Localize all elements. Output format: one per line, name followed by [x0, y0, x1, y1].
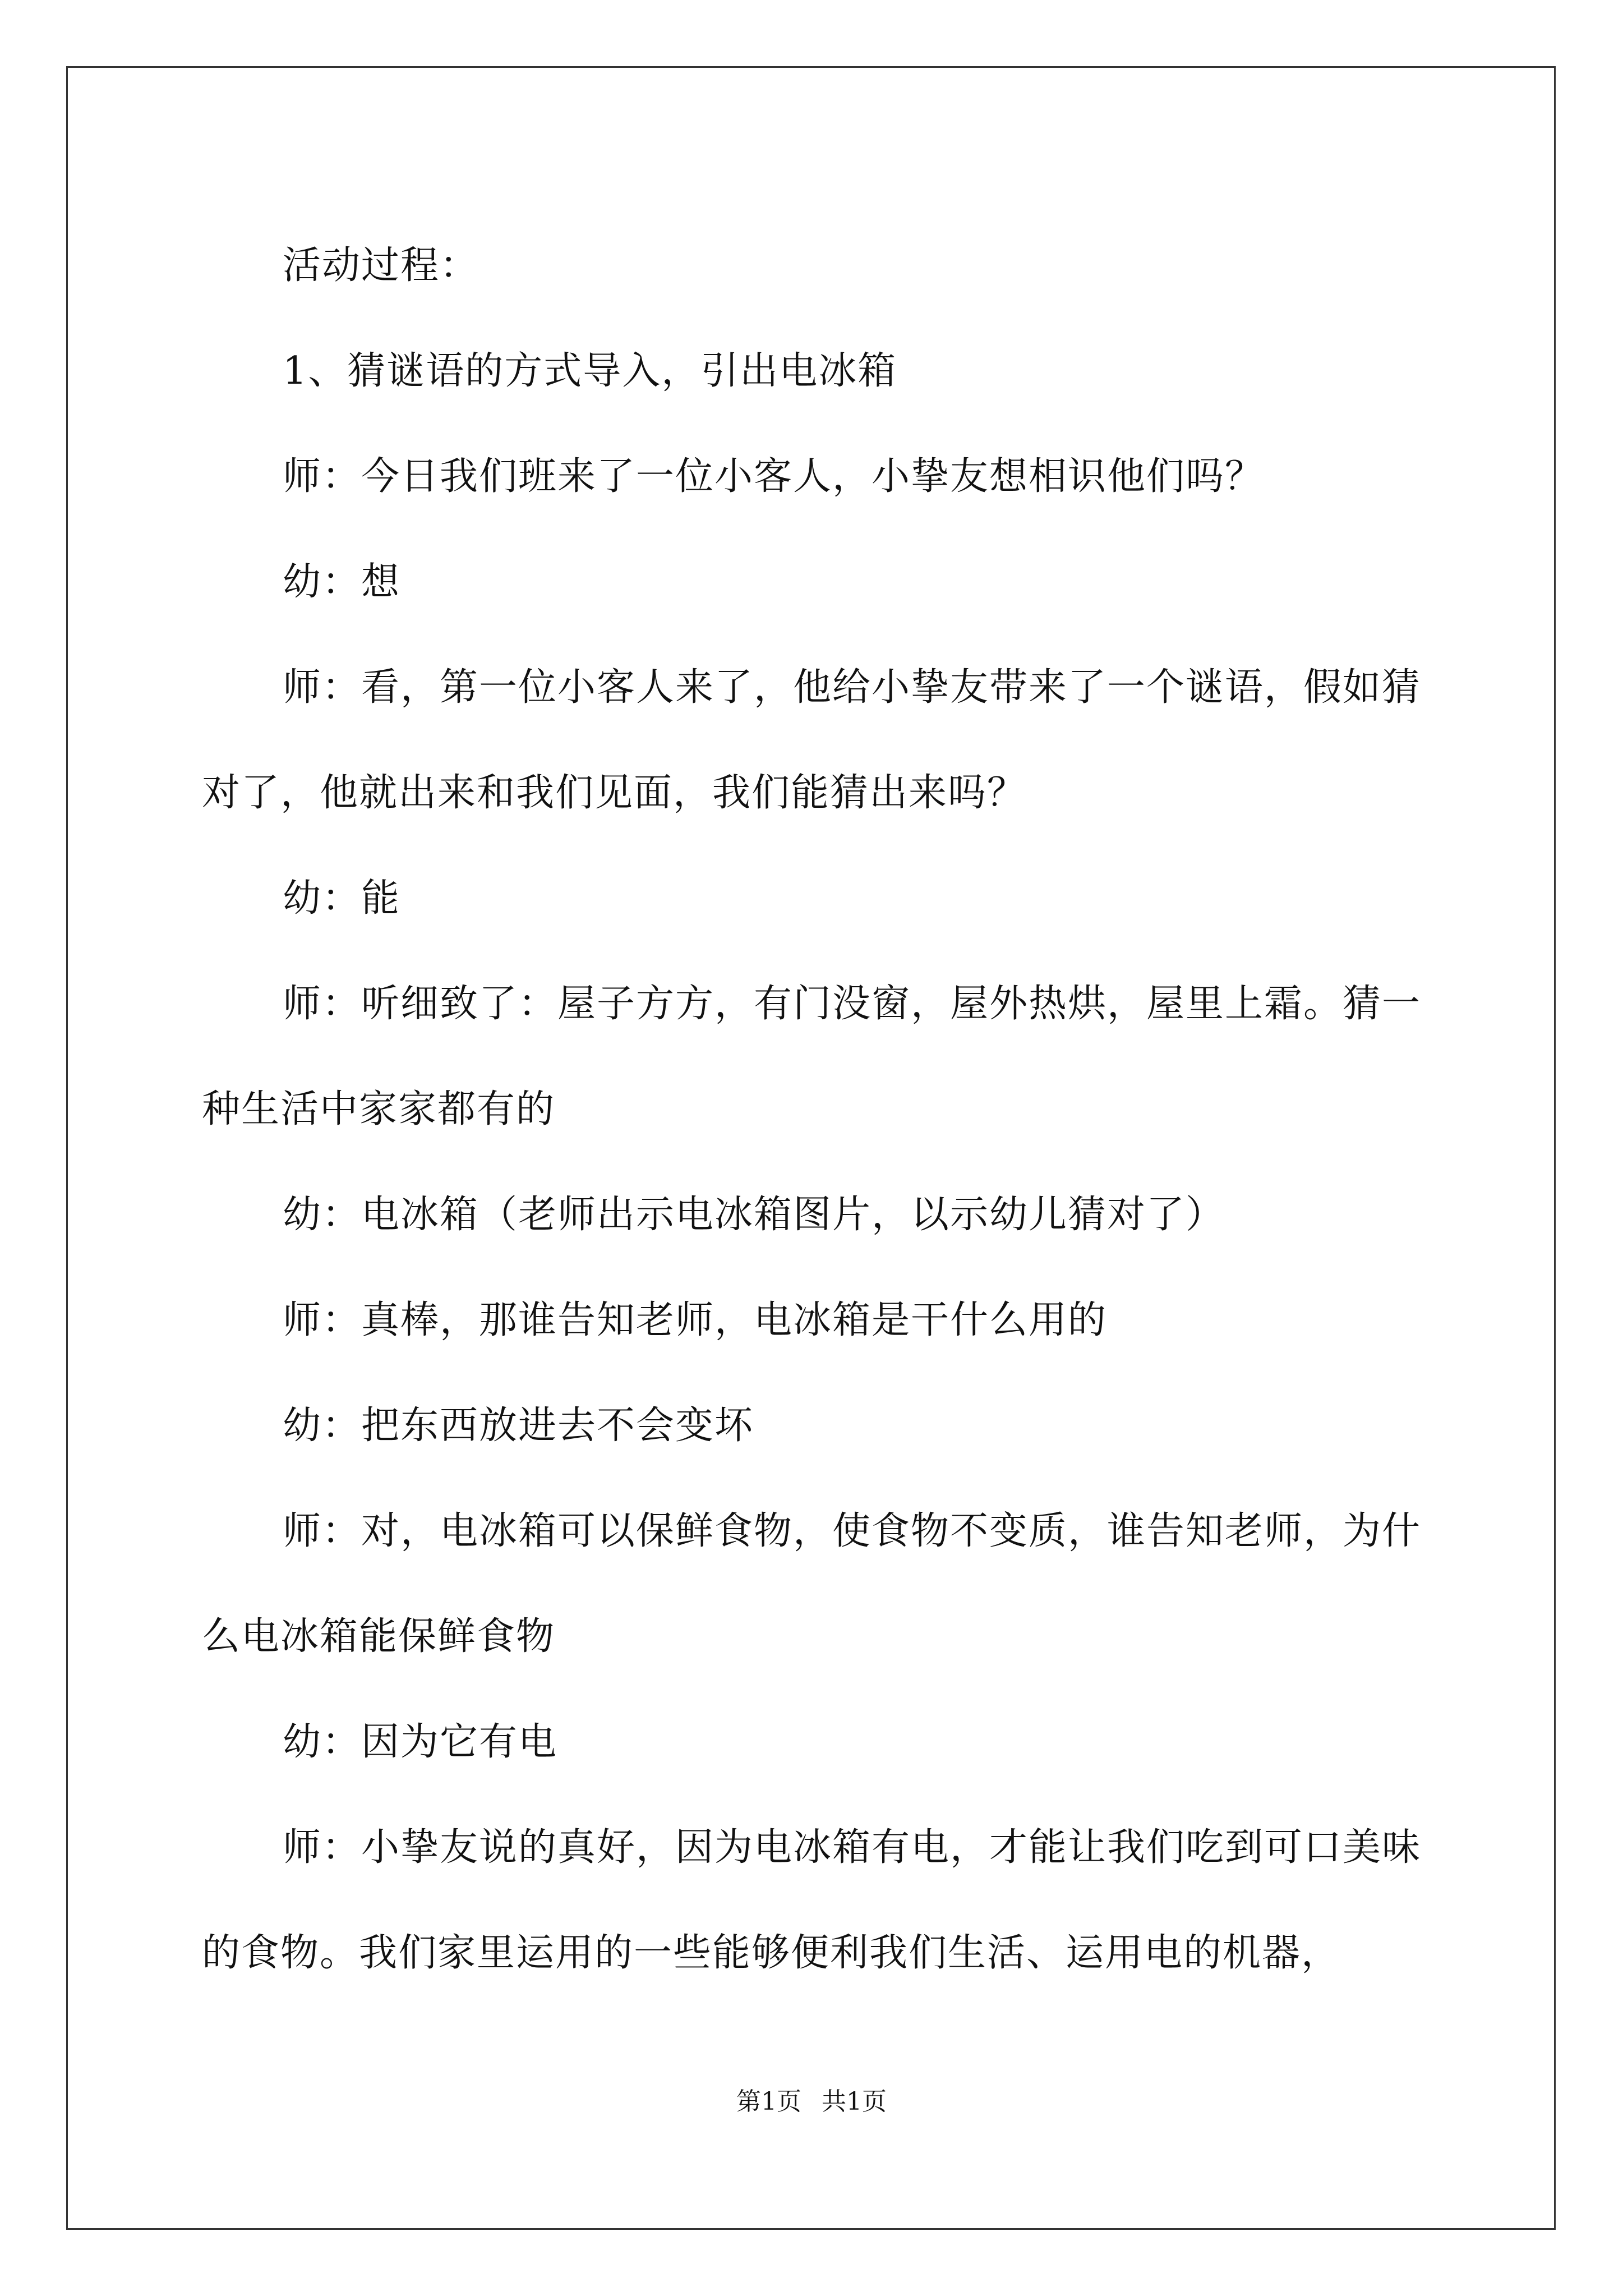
paragraph: 活动过程： — [283, 243, 479, 288]
document-body — [202, 213, 1436, 2006]
paragraph: 师：真棒，那谁告知老师，电冰箱是干什么用的 — [283, 1298, 1108, 1342]
paragraph: 幼：因为它有电 — [283, 1720, 558, 1764]
paragraph: 1、猜谜语的方式导入，引出电冰箱 — [283, 349, 897, 393]
paragraph: 幼：电冰箱（老师出示电冰箱图片，以示幼儿猜对了） — [283, 1193, 1225, 1237]
page-number-current: 第1页 — [736, 2087, 801, 2116]
paragraph: 师：小挚友说的真好，因为电冰箱有电，才能让我们吃到可口美味的食物。我们家里运用的一些能够便利我们生活、运用电的机器， — [202, 1825, 1422, 1975]
paragraph: 幼：把东西放进去不会变坏 — [283, 1404, 754, 1448]
paragraph: 幼：想 — [283, 560, 401, 604]
paragraph: 幼：能 — [283, 876, 401, 921]
page-footer — [0, 2081, 1623, 2117]
paragraph: 师：看，第一位小客人来了，他给小挚友带来了一个谜语，假如猜对了，他就出来和我们见面，我们能猜出来吗？ — [202, 665, 1422, 815]
paragraph: 师：对，电冰箱可以保鲜食物，使食物不变质，谁告知老师，为什么电冰箱能保鲜食物 — [202, 1509, 1422, 1659]
page-number-total: 共1页 — [822, 2087, 887, 2116]
paragraph: 师：今日我们班来了一位小客人，小挚友想相识他们吗？ — [283, 454, 1265, 499]
paragraph: 师：听细致了：屋子方方，有门没窗，屋外热烘，屋里上霜。猜一种生活中家家都有的 — [202, 982, 1422, 1131]
